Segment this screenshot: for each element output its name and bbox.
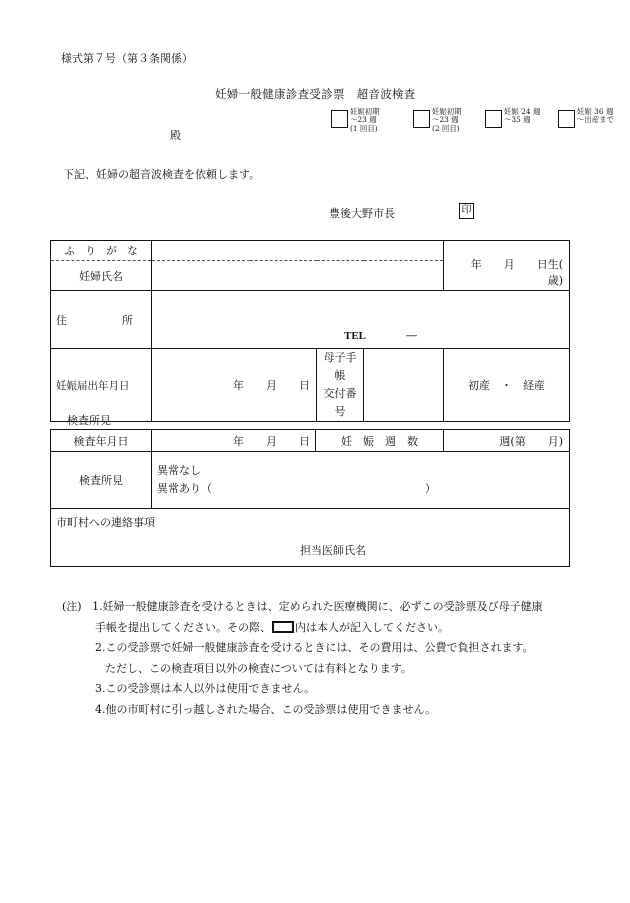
checkbox-24-35[interactable] [485, 110, 502, 128]
finding-abnormal[interactable]: 異常あり（ ） [157, 482, 436, 495]
finding-normal[interactable]: 異常なし [157, 464, 201, 477]
name-input[interactable] [152, 261, 444, 291]
patient-info-table [50, 240, 585, 422]
checkbox-label-early-2: 妊娠初期 ～23 週 (2 回目) [432, 107, 462, 133]
pregnancy-report-date[interactable]: 年 月 日 [152, 349, 317, 422]
handbook-number-label: 母子手帳 交付番号 [317, 349, 364, 422]
note-1-cont: 手帳を提出してください。その際、 内は本人が記入してください。 [95, 620, 449, 634]
weeks-field[interactable]: 週(第 月) [444, 430, 570, 452]
note-2-cont: ただし、この検査項目以外の検査については有料となります。 [105, 661, 412, 675]
checkbox-early-2[interactable] [413, 110, 430, 128]
checkbox-label-24-35: 妊娠 24 週 ～35 週 [504, 107, 541, 125]
contact-field[interactable] [51, 509, 570, 567]
findings-label: 検査所見 [51, 452, 152, 509]
furigana-input[interactable] [152, 241, 444, 261]
note-4: 4.他の市町村に引っ越しされた場合、この受診票は使用できません。 [95, 702, 437, 716]
exam-table [50, 429, 570, 567]
note-2: 2.この受診票で妊婦一般健康診査を受けるときには、その費用は、公費で負担されます。 [95, 641, 534, 654]
addressee-suffix: 殿 [170, 129, 181, 142]
note-3: 3.この受診票は本人以外は使用できません。 [95, 682, 316, 695]
exam-section-heading: 検査所見 [67, 414, 111, 427]
tel-separator: ― [406, 329, 417, 342]
furigana-label: ふ り が な [51, 241, 152, 261]
checkbox-36-birth[interactable] [558, 110, 575, 128]
address-input[interactable] [152, 291, 570, 349]
note-1: (注) 1.妊婦一般健康診査を受けるときは、定められた医療機関に、必ずこの受診票及び母子健康 [62, 600, 543, 613]
checkbox-early-1[interactable] [331, 110, 348, 128]
form-title: 妊婦一般健康診査受診票 超音波検査 [215, 87, 416, 101]
notes-section [62, 597, 577, 720]
tel-label: TEL [344, 330, 367, 342]
birth-date-field[interactable]: 年 月 日生( 歳) [444, 241, 570, 291]
exam-date-field[interactable]: 年 月 日 [152, 430, 316, 452]
pregnancy-report-label: 妊娠届出年月日 [51, 349, 152, 422]
address-label: 住 所 [51, 291, 152, 349]
checkbox-label-early-1: 妊娠初期 ～23 週 (1 回目) [350, 107, 380, 133]
inline-box-icon [272, 621, 294, 633]
doctor-name-label: 担当医師氏名 [300, 544, 366, 557]
exam-date-label: 検査年月日 [51, 430, 152, 452]
name-label: 妊婦氏名 [51, 261, 152, 291]
request-text: 下記、妊婦の超音波検査を依頼します。 [63, 168, 261, 181]
findings-field[interactable] [152, 452, 570, 509]
weeks-label: 妊 娠 週 数 [316, 430, 444, 452]
birth-type-choice[interactable]: 初産 ・ 経産 [444, 349, 570, 422]
handbook-number-input[interactable] [364, 349, 444, 422]
form-number: 様式第７号（第３条関係） [61, 52, 193, 65]
mayor-name: 豊後大野市長 [329, 207, 395, 220]
contact-label: 市町村への連絡事項 [56, 516, 155, 529]
checkbox-label-36-birth: 妊娠 36 週 ～出産まで [577, 107, 614, 125]
seal-mark: 印 [459, 203, 474, 219]
